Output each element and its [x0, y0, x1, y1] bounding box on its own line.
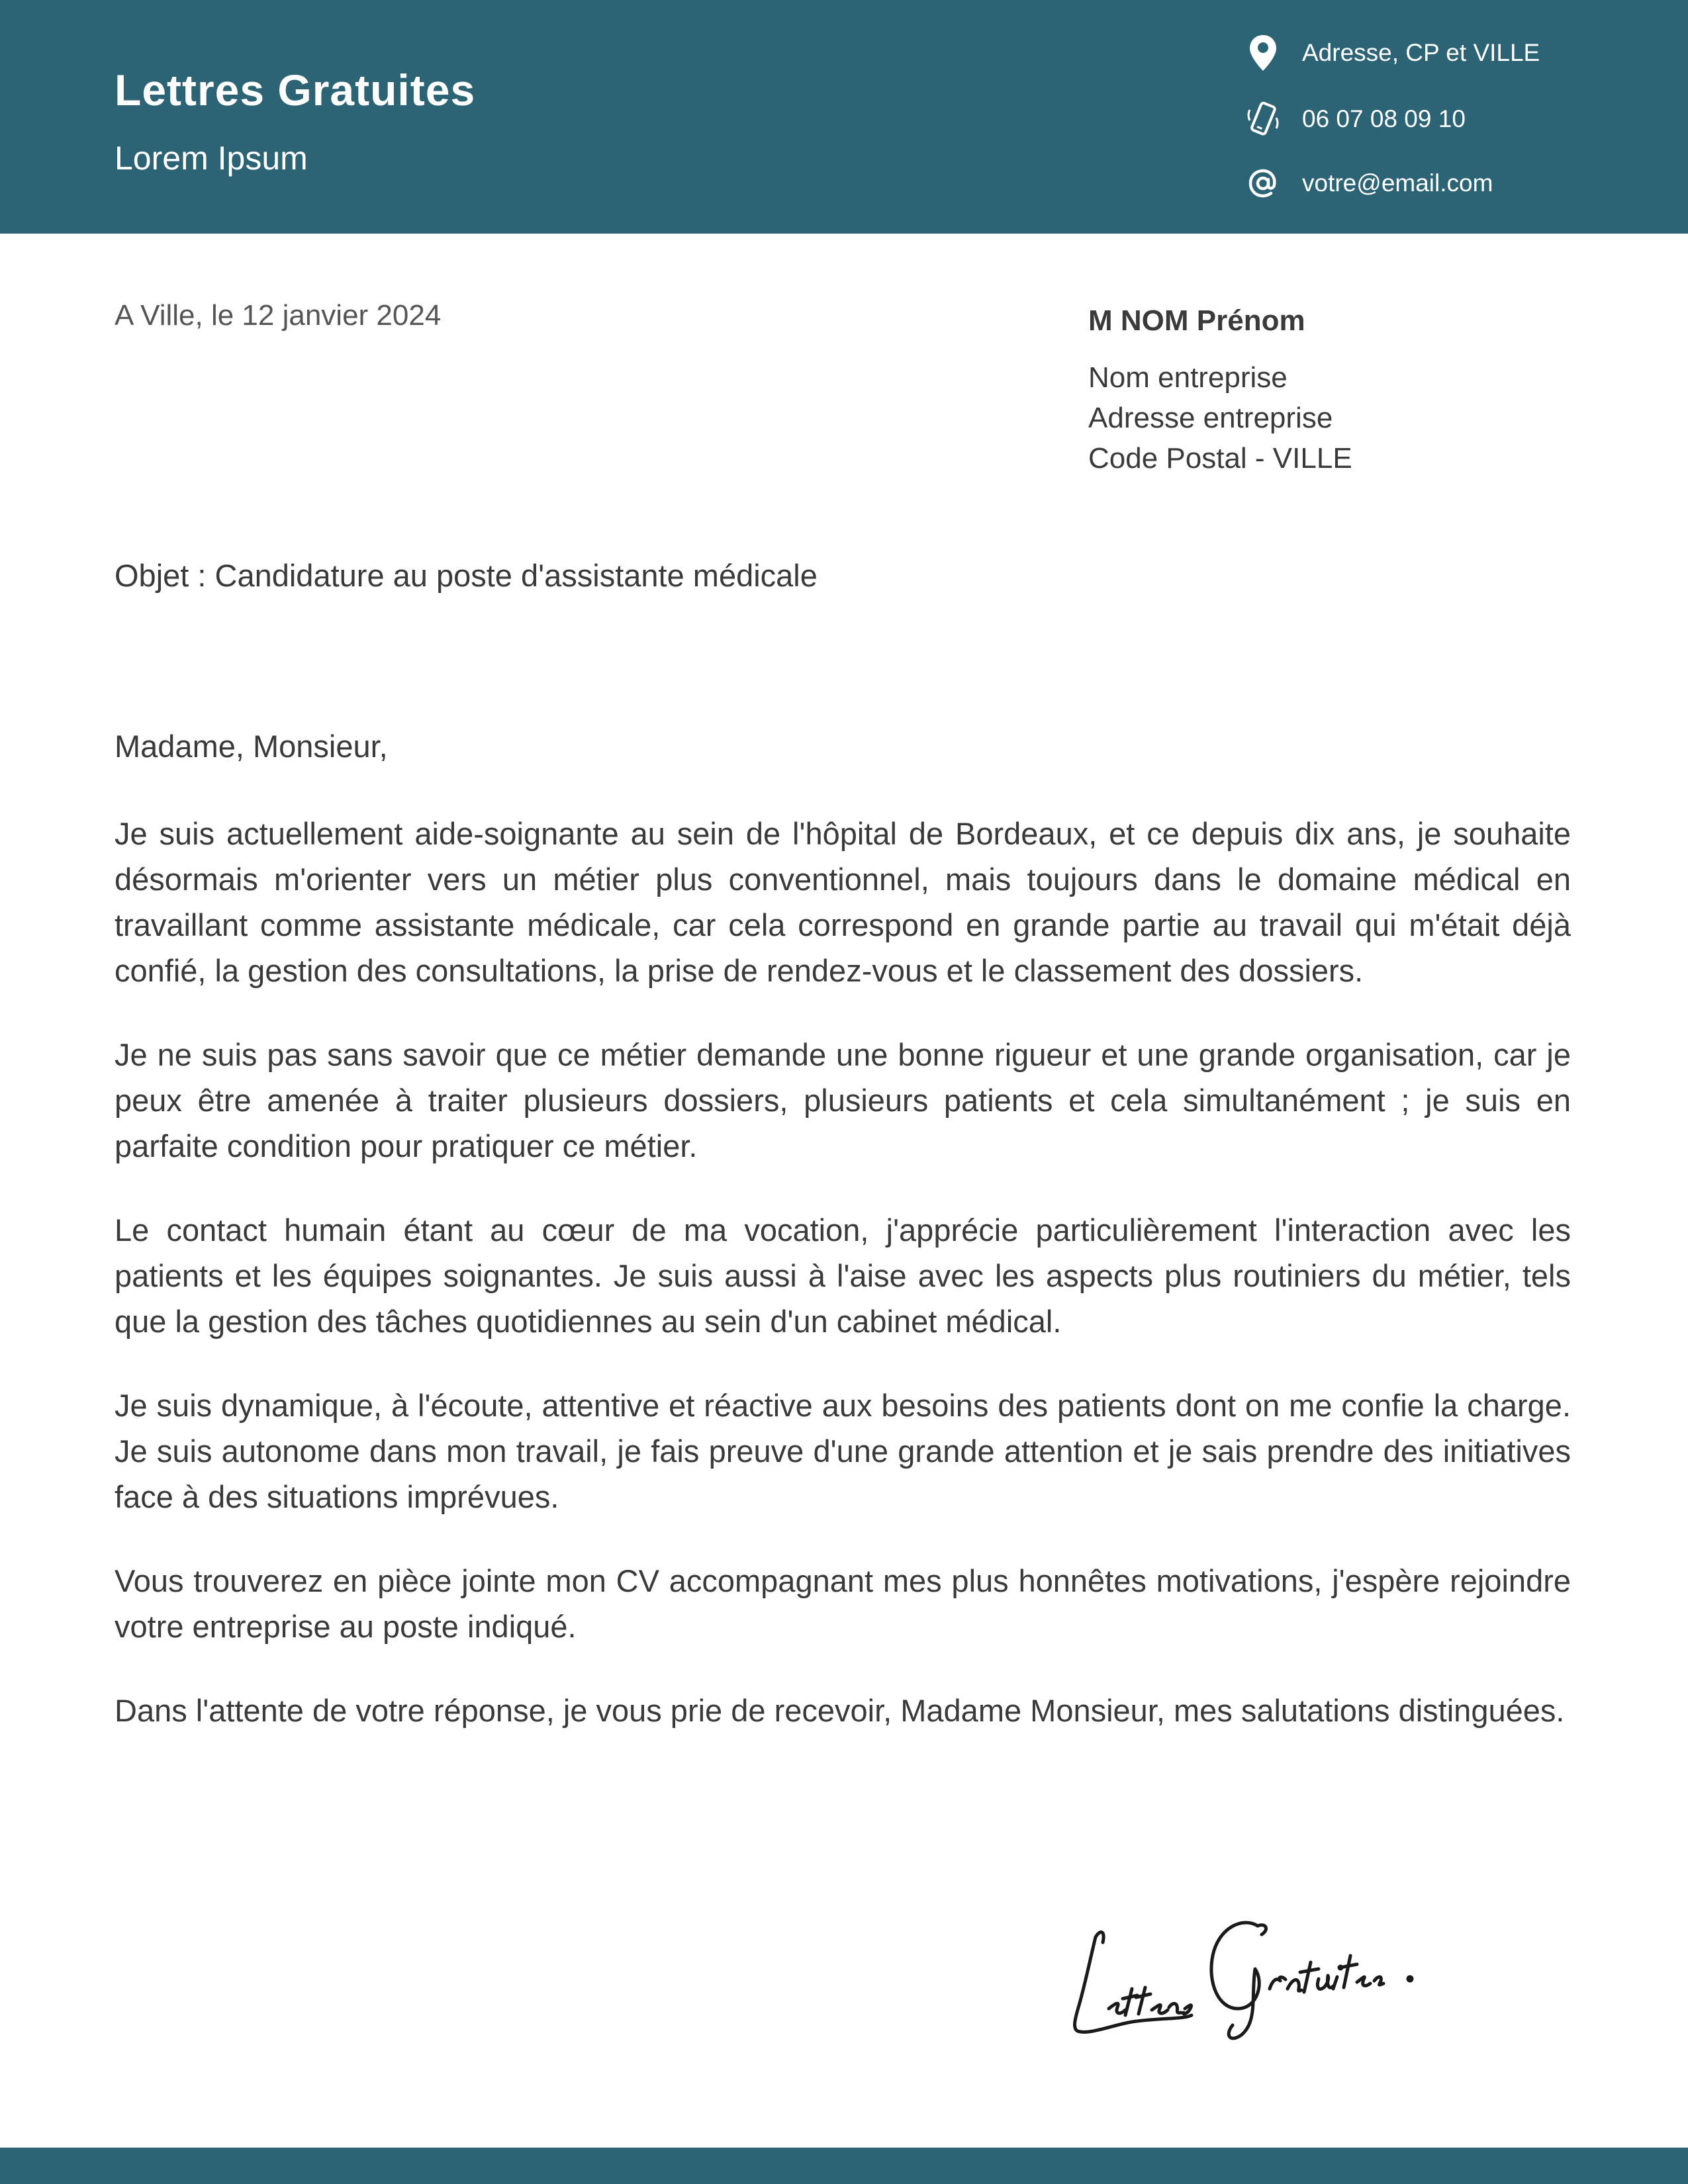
contact-address-row [1243, 33, 1540, 73]
sender-name: Lettres Gratuites [115, 66, 476, 114]
body-paragraph: Vous trouverez en pièce jointe mon CV accompagnant mes plus honnêtes motivations, j'espère rejoindre votre entreprise au poste indiqué. [115, 1563, 1571, 1644]
body-paragraph: Le contact humain étant au cœur de ma vocation, j'apprécie particulièrement l'interaction avec les patients et les équipes soignantes. Je suis aussi à l'aise avec les aspects plus routiniers du métier, tels que la gestion des tâches quotidiennes au sein d'un cabinet médical. [115, 1212, 1571, 1339]
recipient-name: M NOM Prénom [1088, 304, 1305, 337]
letter-body [115, 811, 1571, 1772]
body-paragraph: Je ne suis pas sans savoir que ce métier demande une bonne rigueur et une grande organisation, car je peux être amenée à traiter plusieurs dossiers, plusieurs patients et cela simultanément ; je suis en parfaite condition pour pratiquer ce métier. [115, 1037, 1571, 1163]
phone-icon [1243, 99, 1283, 139]
letter-greeting: Madame, Monsieur, [115, 729, 388, 764]
body-paragraph: Je suis actuellement aide-soignante au sein de l'hôpital de Bordeaux, et ce depuis dix ans, je souhaite désormais m'orienter vers un métier plus conventionnel, mais toujours dans le domaine médical en travaillant comme assistante médicale, car cela correspond en grande partie au travail qui m'était déjà confié, la gestion des consultations, la prise de rendez-vous et le classement des dossiers. [115, 816, 1571, 988]
recipient-block [1088, 300, 1352, 478]
contact-phone: 06 07 08 09 10 [1302, 105, 1466, 132]
letter-header [0, 0, 1688, 234]
contact-address: Adresse, CP et VILLE [1302, 39, 1540, 66]
map-pin-icon [1243, 33, 1283, 73]
footer-bar [0, 2148, 1688, 2184]
letter-subject: Objet : Candidature au poste d'assistante médicale [115, 558, 818, 593]
body-paragraph: Je suis dynamique, à l'écoute, attentive et réactive aux besoins des patients dont on me confie la charge. Je suis autonome dans mon travail, je fais preuve d'une grande attention et je sais prendre des initiatives face à des situations imprévues. [115, 1388, 1571, 1514]
body-paragraph: Dans l'attente de votre réponse, je vous prie de recevoir, Madame Monsieur, mes salutations distinguées. [115, 1693, 1565, 1728]
contact-phone-row [1243, 99, 1466, 139]
date-line: A Ville, le 12 janvier 2024 [115, 299, 442, 332]
sender-subtitle: Lorem Ipsum [115, 140, 308, 177]
recipient-address: Adresse entreprise [1088, 402, 1333, 434]
contact-email: votre@email.com [1302, 169, 1493, 197]
at-icon [1243, 163, 1283, 203]
handwritten-signature [1059, 1889, 1443, 2062]
recipient-company: Nom entreprise [1088, 361, 1288, 394]
recipient-postal-city: Code Postal - VILLE [1088, 442, 1352, 475]
contact-email-row [1243, 163, 1493, 203]
